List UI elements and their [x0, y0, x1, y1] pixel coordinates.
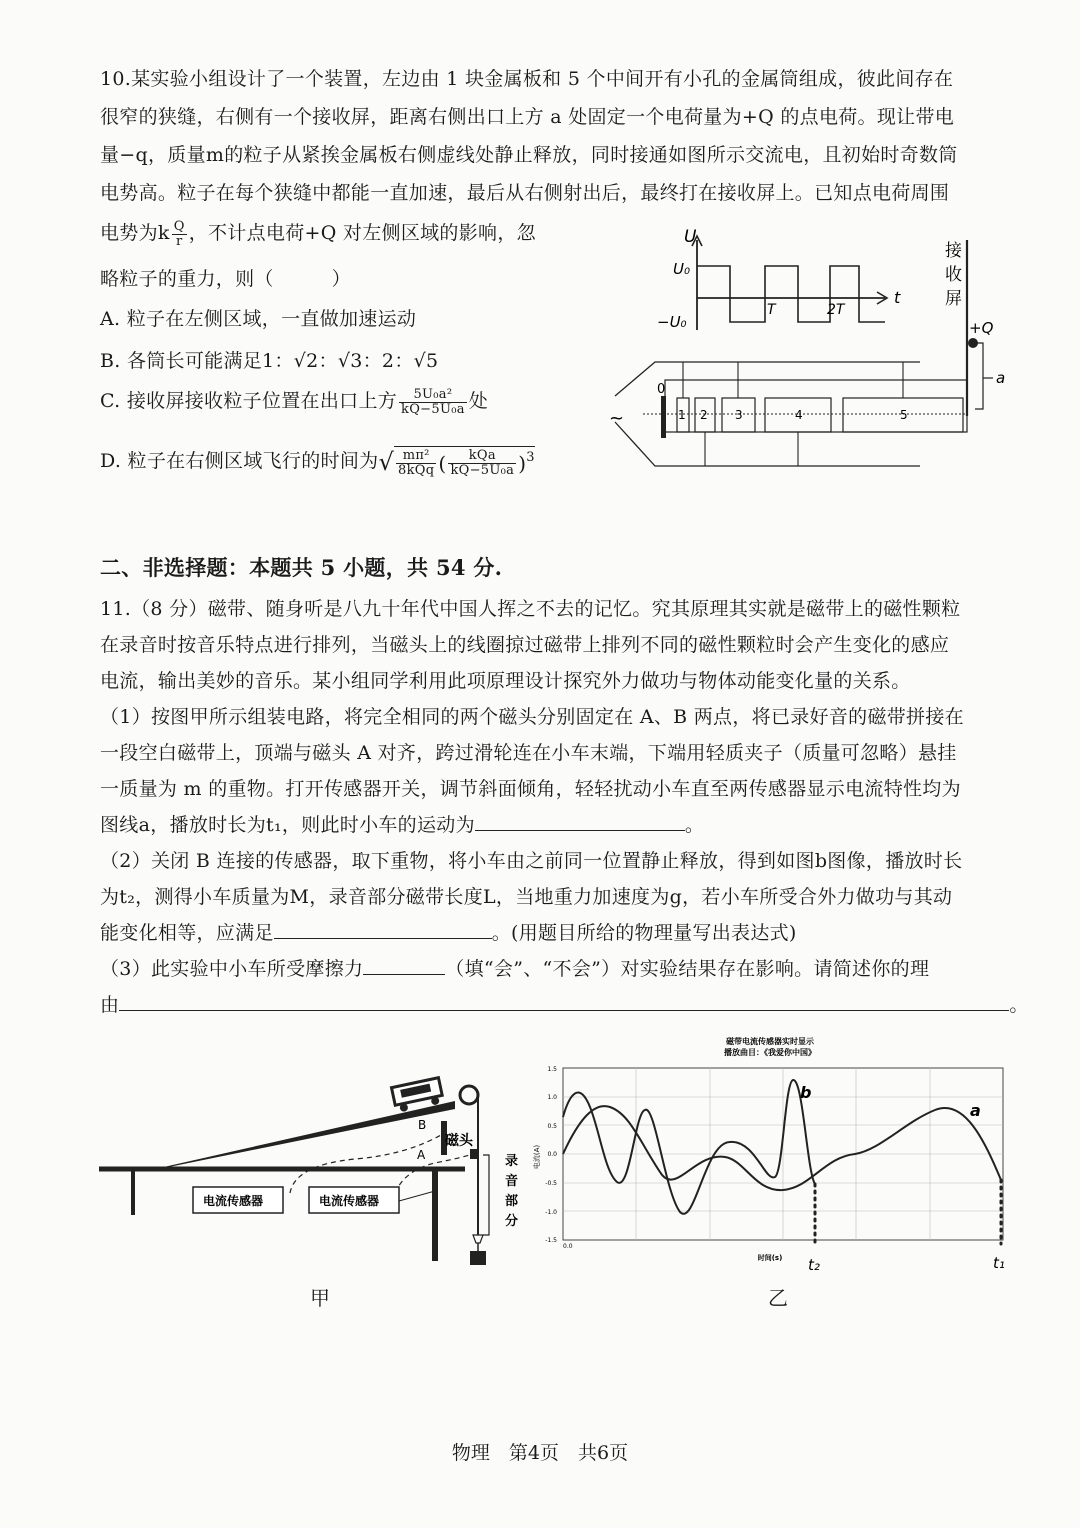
- option-d-fraction-1: [396, 449, 436, 478]
- square-wave: [697, 266, 885, 322]
- pulley: [460, 1086, 478, 1104]
- page-footer: 物理 第4页 共6页: [451, 1442, 629, 1464]
- answer-blank-reason[interactable]: [119, 992, 1009, 1011]
- q10-potential-suffix: ，不计点电荷+Q 对左侧区域的影响，忽: [188, 222, 536, 244]
- option-c-suffix: 处: [468, 390, 489, 412]
- q10-line-5: [100, 218, 536, 249]
- y-tick-1.0: 1.0: [547, 1094, 557, 1101]
- u0-label: U₀: [673, 260, 690, 278]
- t1-label: t₁: [993, 1254, 1005, 1272]
- sensor-2-label: 电流传感器: [319, 1194, 380, 1208]
- q10-option-d: [100, 446, 535, 478]
- part1-prompt: 图线a，播放时长为t₁，则此时小车的运动为: [100, 814, 475, 836]
- q11-part2-line-1: （2）关闭 B 连接的传感器，取下重物，将小车由之前同一位置静止释放，得到如图b图像，播放时长: [100, 850, 963, 872]
- part1-end: 。: [684, 814, 705, 836]
- clip: [473, 1235, 483, 1243]
- option-d-radicand: [394, 446, 535, 478]
- curve-a-label: a: [970, 1101, 981, 1120]
- y-tick-0.5: 0.5: [547, 1123, 557, 1130]
- incline: [155, 1101, 455, 1169]
- frac-denominator: kQ−5U₀a: [450, 463, 515, 478]
- q11-line-2: 在录音时按音乐特点进行排列，当磁头上的线圈掠过磁带上排列不同的磁性颗粒时会产生变化的感应: [100, 634, 950, 656]
- tube-label-5: 5: [900, 408, 908, 422]
- q11-part1-line-2: 一段空白磁带上，顶端与磁头 A 对齐，跨过滑轮连在小车末端，下端用轻质夹子（质量可忽略）悬挂: [100, 742, 957, 764]
- recording-label-2: 音: [505, 1174, 519, 1189]
- figure-jia-caption: 甲: [310, 1286, 330, 1310]
- grid: [563, 1068, 1003, 1240]
- q10-potential-prefix: 电势为k: [100, 222, 170, 244]
- part3-end: 。: [1009, 994, 1029, 1016]
- head-a: [470, 1149, 478, 1159]
- answer-blank-friction[interactable]: [363, 956, 445, 975]
- frac-numerator: kQa: [448, 449, 516, 464]
- option-c-prefix: C. 接收屏接收粒子位置在出口上方: [100, 390, 398, 412]
- y-tick-0.0: 0.0: [547, 1151, 557, 1158]
- option-d-fraction-2: [448, 449, 516, 478]
- frac-numerator: 5U₀a²: [399, 388, 467, 403]
- point-b-label: B: [418, 1118, 427, 1132]
- screen-label-3: 屏: [945, 289, 962, 309]
- q10-option-a: A. 粒子在左侧区域，一直做加速运动: [100, 308, 417, 330]
- tube-label-4: 4: [795, 408, 803, 422]
- answer-blank-expression[interactable]: [274, 920, 492, 939]
- tube-label-3: 3: [735, 408, 743, 422]
- part3-reason-prefix: 由: [100, 994, 120, 1016]
- y-tick-1.5: 1.5: [547, 1066, 557, 1073]
- q10-option-b: [100, 346, 438, 373]
- q10-line-2: 很窄的狭缝，右侧有一个接收屏，距离右侧出口上方 a 处固定一个电荷量为+Q 的点电荷。现让带电: [100, 106, 955, 128]
- chart-title-1: 磁带电流传感器实时显示: [726, 1037, 814, 1046]
- x-axis-label: 时间(s): [757, 1254, 783, 1262]
- plate-label-0: 0: [657, 382, 666, 397]
- frac-denominator: kQ−5U₀a: [401, 401, 465, 417]
- recording-label-3: 部: [505, 1194, 519, 1209]
- plus-q-label: +Q: [969, 319, 994, 337]
- part2-end: 。(用题目所给的物理量写出表达式): [491, 922, 797, 944]
- frac-numerator: mπ²: [396, 449, 436, 464]
- figure-jia: [95, 1075, 535, 1275]
- curve-b-label: b: [800, 1083, 812, 1102]
- metal-plate: [661, 396, 666, 438]
- q10-potential-fraction: [172, 220, 187, 249]
- device-enclosure: [665, 380, 967, 432]
- recording-label-4: 分: [505, 1214, 519, 1229]
- q11-part3-line-1: [100, 954, 929, 981]
- sqrt-icon: √: [378, 448, 395, 476]
- t-axis-label: t: [894, 288, 901, 307]
- q11-part1-line-4: [100, 810, 704, 837]
- option-c-fraction: [399, 388, 467, 417]
- distance-a-label: a: [996, 369, 1006, 387]
- frac-denominator: 8kQq: [398, 463, 435, 478]
- magnetic-head-label: 磁头: [445, 1133, 473, 1149]
- hanging-weight: [470, 1251, 486, 1265]
- sensor-1-label: 电流传感器: [203, 1194, 264, 1208]
- q11-part2-line-3: [100, 918, 797, 945]
- q10-figure: [605, 226, 1025, 501]
- y-tick-neg1.0: -1.0: [545, 1209, 557, 1216]
- section-2-heading: 二、非选择题：本题共 5 小题，共 54 分.: [100, 555, 503, 580]
- point-a-label: A: [417, 1148, 426, 1162]
- screen-label-1: 接: [945, 241, 962, 261]
- wire-b: [290, 1135, 441, 1193]
- distance-bracket: [975, 343, 983, 409]
- part2-prompt: 能变化相等，应满足: [100, 922, 274, 944]
- point-charge: [968, 338, 978, 348]
- q10-line-4: 电势高。粒子在每个狭缝中都能一直加速，最后从右侧射出后，最终打在接收屏上。已知点电荷周围: [100, 182, 950, 204]
- q11-part1-line-3: 一质量为 m 的重物。打开传感器开关，调节斜面倾角，轻轻扰动小车直至两传感器显示电流特性均为: [100, 778, 961, 800]
- lower-rail: [615, 422, 920, 466]
- screen-label-2: 收: [945, 265, 962, 285]
- t2-label: t₂: [808, 1256, 820, 1274]
- part3-prompt: （3）此实验中小车所受摩擦力: [100, 958, 364, 980]
- sensor-wire: [399, 1191, 435, 1201]
- tube-label-1: 1: [678, 408, 686, 422]
- q11-part3-line-2: [100, 990, 1029, 1017]
- q10-line-1: 10.某实验小组设计了一个装置，左边由 1 块金属板和 5 个中间开有小孔的金属筒组成，彼此间存在: [100, 68, 954, 90]
- option-b-ratio: √2：√3：2：√5: [293, 350, 439, 372]
- period-t-label: T: [767, 302, 776, 318]
- recording-label-1: 录: [505, 1154, 519, 1169]
- q11-part2-line-2: 为t₂，测得小车质量为M，录音部分磁带长度L，当地重力加速度为g，若小车所受合外力做功与其动: [100, 886, 953, 908]
- u-axis-label: U: [684, 227, 697, 247]
- q11-line-1: 11.（8 分）磁带、随身听是八九十年代中国人挥之不去的记忆。究其原理其实就是磁带上的磁性颗粒: [100, 598, 961, 620]
- figure-yi-caption: 乙: [768, 1286, 788, 1310]
- answer-blank-motion[interactable]: [475, 812, 685, 831]
- period-2t-label: 2T: [827, 302, 845, 318]
- frac-numerator: Q: [173, 218, 185, 234]
- neg-u0-label: −U₀: [657, 313, 687, 331]
- y-tick-neg1.5: -1.5: [545, 1237, 557, 1244]
- x-tick-0: 0.0: [563, 1243, 573, 1250]
- curve-b: [563, 1080, 815, 1214]
- paren-open: (: [438, 451, 447, 476]
- option-d-power: 3: [526, 450, 535, 466]
- tube-label-2: 2: [700, 408, 708, 422]
- q10-line-3: 量−q，质量m的粒子从紧挨金属板右侧虚线处静止释放，同时接通如图所示交流电，且初始时奇数筒: [100, 144, 958, 166]
- y-axis-label: 电流(A): [533, 1144, 541, 1170]
- q10-option-c: [100, 386, 488, 417]
- option-d-prefix: D. 粒子在右侧区域飞行的时间为: [100, 450, 379, 472]
- figure-yi-chart: [525, 1032, 1015, 1282]
- recording-bracket: [483, 1155, 489, 1235]
- frac-denominator: r: [175, 233, 183, 249]
- part3-prompt-rest: （填“会”、“不会”）对实验结果存在影响。请简述你的理: [445, 958, 930, 980]
- q11-line-3: 电流，输出美妙的音乐。某小组同学利用此项原理设计探究外力做功与物体动能变化量的关系。: [100, 670, 911, 692]
- option-b-prefix: B. 各筒长可能满足1：: [100, 350, 294, 372]
- q10-line-6: 略粒子的重力，则（ ）: [100, 268, 351, 290]
- y-tick-neg0.5: -0.5: [545, 1180, 557, 1187]
- q11-part1-line-1: （1）按图甲所示组装电路，将完全相同的两个磁头分别固定在 A、B 两点，将已录好音的磁带拼接在: [100, 706, 964, 728]
- ac-source-symbol: ~: [609, 408, 625, 429]
- chart-title-2: 播放曲目：《我爱你中国》: [724, 1048, 816, 1057]
- paren-close: ): [518, 451, 527, 476]
